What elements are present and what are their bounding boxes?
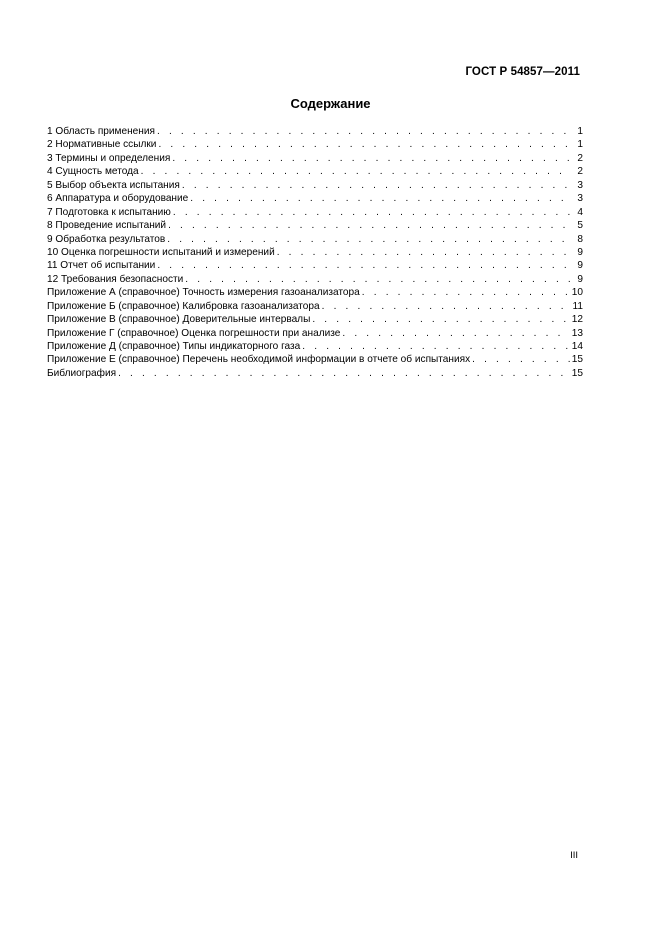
toc-entry-label: Приложение А (справочное) Точность измерения газоанализатора [47, 287, 360, 299]
toc-entry [47, 259, 583, 272]
toc-dot-leader [185, 273, 571, 286]
toc-entry-page: 12 [571, 314, 583, 326]
toc-entry-label: 8 Проведение испытаний [47, 220, 167, 232]
toc-entry-page: 11 [572, 300, 583, 312]
toc-entry-page: 1 [577, 139, 583, 151]
toc-entry-label: Приложение Д (справочное) Типы индикаторного газа [47, 341, 301, 352]
toc-entry-page: 3 [577, 179, 583, 191]
toc-entry-label: 9 Обработка результатов [47, 233, 166, 245]
toc-entry [47, 206, 583, 219]
toc-dot-leader [277, 246, 571, 259]
toc-dot-leader [157, 259, 571, 272]
toc-entry [47, 353, 583, 366]
toc-entry [47, 179, 583, 192]
toc-entry [47, 138, 583, 151]
toc-entry-page: 1 [577, 126, 583, 137]
toc-entry-page: 5 [577, 220, 583, 232]
toc-entry-label: 12 Требования безопасности [47, 273, 184, 285]
toc-entry [47, 313, 583, 326]
toc-dot-leader [172, 152, 571, 165]
toc-entry-page: 14 [571, 341, 583, 352]
toc-title: Содержание [290, 96, 371, 111]
toc-dot-leader [472, 353, 570, 366]
toc-entry-page: 9 [577, 273, 583, 285]
table-of-contents [47, 125, 583, 380]
toc-entry-page: 2 [577, 166, 583, 178]
page-number: III [570, 850, 578, 861]
toc-dot-leader [322, 300, 571, 313]
toc-entry-label: 6 Аппаратура и оборудование [47, 193, 189, 205]
toc-entry-page: 10 [571, 287, 583, 299]
toc-entry [47, 219, 583, 232]
toc-dot-leader [182, 179, 571, 192]
toc-dot-leader [157, 125, 571, 138]
toc-entry-label: 7 Подготовка к испытанию [47, 206, 171, 218]
toc-entry-page: 4 [577, 206, 583, 218]
toc-entry-label: Приложение Е (справочное) Перечень необходимой информации в отчете об испытаниях [47, 354, 471, 366]
toc-entry-label: Приложение Г (справочное) Оценка погрешности при анализе [47, 327, 341, 339]
toc-dot-leader [118, 367, 570, 380]
toc-dot-leader [190, 192, 571, 205]
toc-dot-leader [141, 165, 571, 178]
toc-dot-leader [342, 327, 569, 340]
toc-entry-label: Библиография [47, 367, 117, 379]
toc-entry-page: 2 [577, 152, 583, 164]
toc-entry-label: 11 Отчет об испытании [47, 260, 156, 272]
toc-dot-leader [173, 206, 571, 219]
toc-entry [47, 340, 583, 353]
toc-entry-label: 1 Область применения [47, 126, 155, 137]
toc-entry-page: 15 [571, 354, 583, 366]
toc-entry-page: 13 [571, 327, 583, 339]
toc-entry-page: 9 [577, 246, 583, 258]
toc-entry [47, 273, 583, 286]
toc-entry-label: 4 Сущность метода [47, 166, 139, 178]
toc-dot-leader [302, 340, 569, 353]
toc-entry [47, 233, 583, 246]
toc-entry [47, 367, 583, 380]
toc-entry [47, 192, 583, 205]
toc-entry-label: 2 Нормативные ссылки [47, 139, 157, 151]
document-code: ГОСТ Р 54857—2011 [465, 66, 580, 78]
toc-entry [47, 246, 583, 259]
toc-entry-page: 8 [577, 233, 583, 245]
toc-dot-leader [168, 219, 571, 232]
toc-entry-label: 3 Термины и определения [47, 152, 171, 164]
toc-dot-leader [362, 286, 570, 299]
toc-entry [47, 152, 583, 165]
toc-entry [47, 125, 583, 138]
toc-entry [47, 165, 583, 178]
toc-dot-leader [312, 313, 569, 326]
toc-entry-label: 5 Выбор объекта испытания [47, 179, 180, 191]
toc-entry [47, 286, 583, 299]
toc-entry-page: 15 [571, 367, 583, 379]
toc-dot-leader [167, 233, 571, 246]
toc-entry-label: 10 Оценка погрешности испытаний и измерений [47, 246, 275, 258]
toc-entry-page: 9 [577, 260, 583, 272]
toc-entry-page: 3 [577, 193, 583, 205]
toc-entry-label: Приложение Б (справочное) Калибровка газоанализатора [47, 300, 320, 312]
toc-entry-label: Приложение В (справочное) Доверительные интервалы [47, 314, 311, 326]
toc-entry [47, 327, 583, 340]
toc-entry [47, 300, 583, 313]
toc-dot-leader [158, 138, 571, 151]
